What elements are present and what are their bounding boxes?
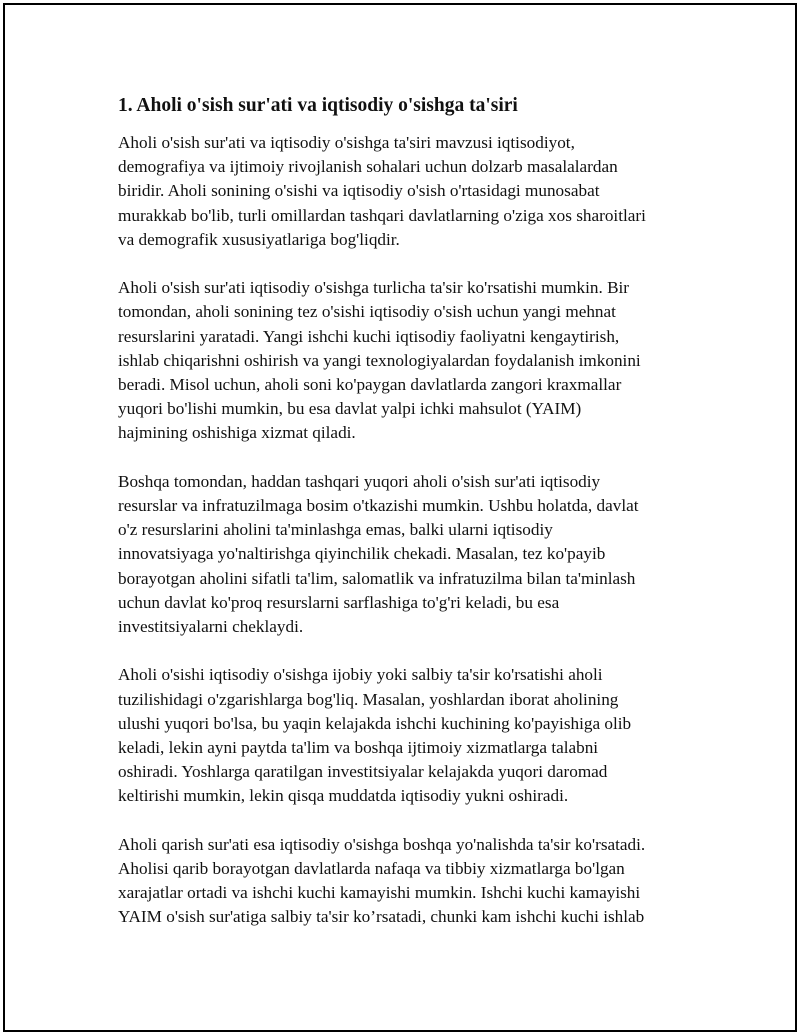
text-line: oshiradi. Yoshlarga qaratilgan investitsiyalar kelajakda yuqori daromad: [118, 762, 608, 782]
text-line: tomondan, aholi sonining tez o'sishi iqtisodiy o'sish uchun yangi mehnat: [118, 302, 616, 322]
document-body: [118, 93, 698, 954]
paragraph-3: [118, 470, 698, 639]
text-line: resurslarini yaratadi. Yangi ishchi kuchi iqtisodiy faoliyatni kengaytirish,: [118, 326, 620, 346]
text-line: Boshqa tomondan, haddan tashqari yuqori aholi o'sish sur'ati iqtisodiy: [118, 471, 601, 491]
text-line: beradi. Misol uchun, aholi soni ko'paygan davlatlarda zangori kraxmallar: [118, 375, 622, 395]
text-line: va demografik xususiyatlariga bog'liqdir.: [118, 229, 400, 249]
text-line: YAIM o'sish sur'atiga salbiy ta'sir ko’rsatadi, chunki kam ishchi kuchi ishlab: [118, 907, 645, 927]
text-line: uchun davlat ko'proq resurslarni sarflashiga to'g'ri keladi, bu esa: [118, 592, 560, 612]
text-line: Aholi o'sish sur'ati iqtisodiy o'sishga turlicha ta'sir ko'rsatishi mumkin. Bir: [118, 278, 630, 298]
text-line: xarajatlar ortadi va ishchi kuchi kamayishi mumkin. Ishchi kuchi kamayishi: [118, 883, 641, 903]
text-line: demografiya va ijtimoiy rivojlanish sohalari uchun dolzarb masalalardan: [118, 157, 618, 177]
paragraph-5: [118, 833, 698, 930]
text-line: innovatsiyaga yo'naltirishga qiyinchilik chekadi. Masalan, tez ko'payib: [118, 544, 606, 564]
text-line: Aholi qarish sur'ati esa iqtisodiy o'sishga boshqa yo'nalishda ta'sir ko'rsatadi.: [118, 834, 646, 854]
paragraph-1: [118, 131, 698, 252]
paragraph-2: [118, 276, 698, 445]
text-line: investitsiyalarni cheklaydi.: [118, 617, 304, 637]
paragraph-4: [118, 663, 698, 808]
text-line: borayotgan aholini sifatli ta'lim, salomatlik va infratuzilma bilan ta'minlash: [118, 568, 636, 588]
text-line: Aholi o'sishi iqtisodiy o'sishga ijobiy yoki salbiy ta'sir ko'rsatishi aholi: [118, 665, 603, 685]
text-line: tuzilishidagi o'zgarishlarga bog'liq. Masalan, yoshlardan iborat aholining: [118, 689, 619, 709]
text-line: hajmining oshishiga xizmat qiladi.: [118, 423, 356, 443]
text-line: yuqori bo'lishi mumkin, bu esa davlat yalpi ichki mahsulot (YAIM): [118, 399, 582, 419]
text-line: Aholisi qarib borayotgan davlatlarda nafaqa va tibbiy xizmatlarga bo'lgan: [118, 859, 625, 879]
text-line: keltirishi mumkin, lekin qisqa muddatda iqtisodiy yukni oshiradi.: [118, 786, 569, 806]
text-line: ishlab chiqarishni oshirish va yangi texnologiyalardan foydalanish imkonini: [118, 350, 641, 370]
text-line: ulushi yuqori bo'lsa, bu yaqin kelajakda ishchi kuchining ko'payishiga olib: [118, 713, 632, 733]
text-line: Aholi o'sish sur'ati va iqtisodiy o'sishga ta'siri mavzusi iqtisodiyot,: [118, 133, 575, 152]
text-line: o'z resurslarini aholini ta'minlashga emas, balki ularni iqtisodiy: [118, 520, 553, 540]
text-line: keladi, lekin ayni paytda ta'lim va boshqa ijtimoiy xizmatlarga talabni: [118, 738, 599, 758]
section-heading: 1. Aholi o'sish sur'ati va iqtisodiy o'sishga ta'siri: [118, 95, 518, 116]
text-line: biridir. Aholi sonining o'sishi va iqtisodiy o'sish o'rtasidagi munosabat: [118, 181, 600, 201]
text-line: resurslar va infratuzilmaga bosim o'tkazishi mumkin. Ushbu holatda, davlat: [118, 496, 639, 516]
text-line: murakkab bo'lib, turli omillardan tashqari davlatlarning o'ziga xos sharoitlari: [118, 205, 646, 225]
